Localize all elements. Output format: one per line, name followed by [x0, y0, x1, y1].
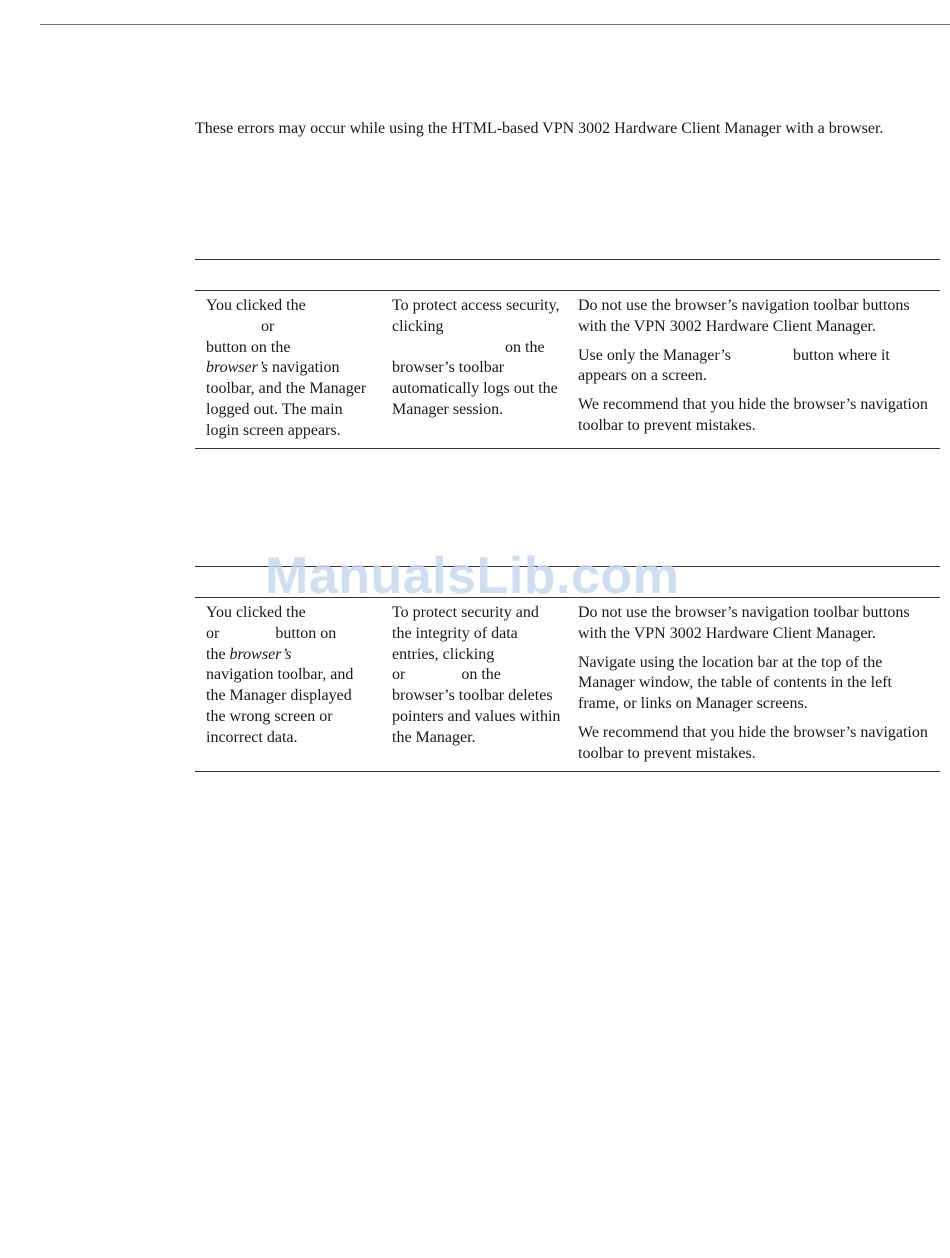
- table-header-rule: [195, 566, 940, 598]
- solution-p2-b: button where it appears on a screen.: [578, 346, 890, 385]
- error-table-logout: [195, 259, 940, 449]
- problem-text-a: You clicked the: [206, 297, 306, 314]
- header-rule: [40, 24, 950, 25]
- problem-cell: [195, 603, 381, 765]
- problem-text-the: the: [206, 645, 226, 663]
- problem-text-c: button on: [275, 624, 337, 642]
- problem-text-or: or: [206, 624, 220, 642]
- solution-p2: Navigate using the location bar at the top of the Manager window, the table of contents in the left frame, or links on Manager screens.: [578, 653, 892, 713]
- table-row: [195, 598, 940, 772]
- solution-cell: [567, 296, 940, 442]
- solution-p3: We recommend that you hide the browser’s navigation toolbar to prevent mistakes.: [578, 723, 928, 762]
- table-row: [195, 291, 940, 449]
- problem-browser-italic: browser’s: [229, 645, 292, 663]
- cause-text-d: browser’s toolbar deletes pointers and values within the Manager.: [392, 687, 561, 746]
- error-table-back-forward: [195, 566, 940, 772]
- cause-text-a: To protect security and the integrity of data entries, clicking: [392, 604, 539, 663]
- cause-text-c: browser’s toolbar automatically logs out the Manager session.: [392, 359, 558, 418]
- solution-p2-a: Use only the Manager’s: [578, 346, 731, 364]
- problem-text-or: or: [261, 317, 275, 335]
- solution-p3: We recommend that you hide the browser’s navigation toolbar to prevent mistakes.: [578, 396, 928, 434]
- cause-text-or: or: [392, 666, 406, 684]
- problem-text-rest: navigation toolbar, and the Manager displayed the wrong screen or incorrect data.: [206, 666, 354, 746]
- solution-p2: [578, 346, 934, 388]
- problem-text-c: button on the: [206, 338, 291, 356]
- solution-p1: Do not use the browser’s navigation toolbar buttons with the VPN 3002 Hardware Client Manager.: [578, 604, 910, 642]
- solution-cell: [567, 603, 940, 765]
- cause-text-b: on the: [505, 338, 545, 356]
- cause-cell: [381, 603, 567, 765]
- problem-browser-italic: browser’s: [206, 359, 268, 377]
- cause-text-a: To protect access security, clicking: [392, 297, 560, 335]
- cause-text-c: on the: [461, 666, 501, 684]
- problem-text-rest: navigation toolbar, and the Manager logged out. The main login screen appears.: [206, 359, 367, 439]
- watermark-logo: ManualsLib.com: [265, 547, 680, 605]
- solution-p1: Do not use the browser’s navigation toolbar buttons with the VPN 3002 Hardware Client Manager.: [578, 297, 910, 335]
- cause-cell: [381, 296, 567, 442]
- problem-text-a: You clicked the: [206, 604, 306, 621]
- table-header-rule: [195, 259, 940, 291]
- intro-paragraph: These errors may occur while using the HTML-based VPN 3002 Hardware Client Manager with a browser.: [195, 120, 884, 137]
- problem-cell: [195, 296, 381, 442]
